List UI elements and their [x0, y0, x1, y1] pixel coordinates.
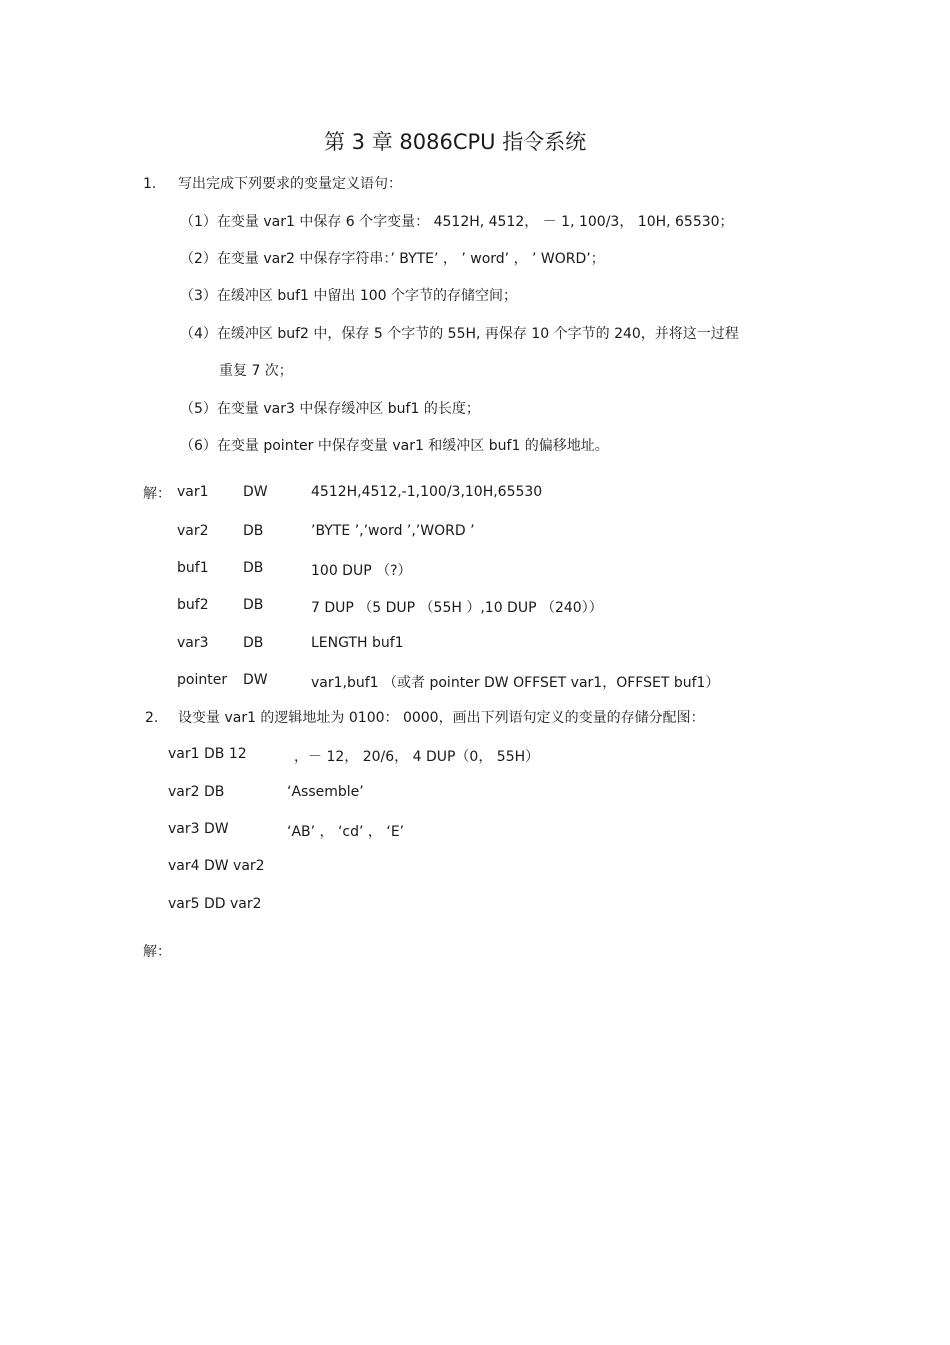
question-2-declaration: var5 DD var2	[168, 896, 262, 912]
question-1-item-3: （3）在缓冲区 buf1 中留出 100 个字节的存储空间；	[180, 288, 518, 304]
question-1-item-6: （6）在变量 pointer 中保存变量 var1 和缓冲区 buf1 的偏移地址。	[180, 438, 609, 454]
question-1-number: 1.	[143, 176, 157, 192]
answer-1-var-value: LENGTH buf1	[311, 635, 404, 651]
answer-1-var-value: 7 DUP （5 DUP （55H ）,10 DUP （240））	[311, 600, 603, 616]
question-2-declaration: var2 DB	[168, 784, 225, 800]
question-2-number: 2.	[145, 710, 159, 726]
answer-1-var-type: DB	[243, 597, 264, 613]
answer-1-var-type: DW	[243, 484, 268, 500]
answer-1-var-type: DB	[243, 523, 264, 539]
answer-1-var-name: var3	[177, 635, 209, 651]
answer-1-var-value: var1,buf1 （或者 pointer DW OFFSET var1，OFFSET buf1）	[311, 675, 720, 691]
question-2-declaration: var3 DW	[168, 821, 229, 837]
question-2-prompt: 设变量 var1 的逻辑地址为 0100： 0000，画出下列语句定义的变量的存储分配图：	[178, 710, 705, 726]
answer-1-var-name: buf2	[177, 597, 209, 613]
question-1-item-5: （5）在变量 var3 中保存缓冲区 buf1 的长度；	[180, 401, 480, 417]
answer-1-var-name: var2	[177, 523, 209, 539]
answer-1-var-name: buf1	[177, 560, 209, 576]
answer-1-var-type: DW	[243, 672, 268, 688]
answer-1-var-name: pointer	[177, 672, 228, 688]
question-1-item-2: （2）在变量 var2 中保存字符串：’ BYTE’ ， ’ word’ ， ’ WORD’；	[180, 251, 605, 267]
answer-1-var-name: var1	[177, 484, 209, 500]
question-2-value: ‘Assemble’	[287, 784, 364, 800]
answer-1-var-value: 4512H,4512,-1,100/3,10H,65530	[311, 484, 543, 500]
question-2-value: ‘AB’ ， ‘cd’ ， ‘E’	[287, 824, 405, 840]
question-1-item-4: （4）在缓冲区 buf2 中，保存 5 个字节的 55H, 再保存 10 个字节的 240，并将这一过程	[180, 326, 739, 342]
page-title: 第 3 章 8086CPU 指令系统	[324, 130, 587, 154]
answer-1-var-value: ’BYTE ’,’word ’,’WORD ’	[311, 523, 475, 539]
answer-1-var-type: DB	[243, 560, 264, 576]
answer-1-label: 解：	[143, 486, 171, 502]
question-2-declaration: var1 DB 12	[168, 746, 247, 762]
question-2-declaration: var4 DW var2	[168, 858, 265, 874]
question-2-value: ，－ 12， 20/6， 4 DUP（0， 55H）	[294, 749, 540, 765]
answer-1-var-value: 100 DUP （?）	[311, 563, 412, 579]
question-1-item-4-continued: 重复 7 次；	[219, 363, 293, 379]
question-1-prompt: 写出完成下列要求的变量定义语句：	[178, 176, 402, 192]
answer-2-label: 解：	[143, 944, 171, 960]
answer-1-var-type: DB	[243, 635, 264, 651]
question-1-item-1: （1）在变量 var1 中保存 6 个字变量： 4512H, 4512， － 1, 100/3， 10H, 65530；	[180, 214, 734, 230]
